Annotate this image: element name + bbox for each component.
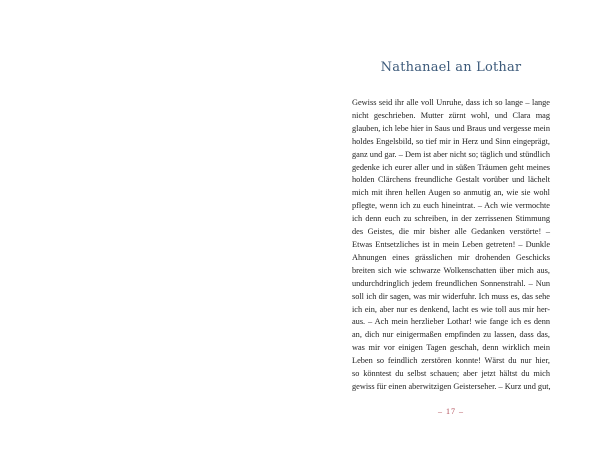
text-line: ich denn euch zu schreiben, in der zerrissenen Stimmung (352, 214, 550, 224)
text-line: Etwas Entsetzliches ist in mein Leben getreten! – Dunkle (352, 239, 550, 249)
text-line: undurchdringlich jedem freundlichen Sonnenstrahl. – Nun (352, 278, 550, 288)
chapter-title: Nathanael an Lothar (380, 60, 522, 75)
text-line: mich mit ihren hellen Augen so anmutig an, wie sie wohl (352, 188, 550, 198)
text-line: Leben so feindlich zerstören konnte! Wärst du nur hier, (352, 356, 550, 366)
text-line: an, dich nur einigermaßen empfinden zu lassen, dass das, (352, 330, 550, 340)
text-line: breiten sich wie schwarze Wolkenschatten über mich aus, (352, 265, 550, 275)
text-line: Ahnungen eines grässlichen mir drohenden Geschicks (352, 252, 550, 262)
body-text (352, 97, 550, 394)
text-line: aus. – Ach mein herzlieber Lothar! wie fange ich es denn (352, 317, 550, 327)
text-line: pflegte, wenn ich zu euch hineintrat. – Ach wie vermochte (352, 201, 550, 211)
text-line: holden Clärchens freundliche Gestalt vorüber und lächelt (352, 175, 550, 185)
text-line: glauben, ich lebe hier in Saus und Braus und vergesse mein (352, 123, 550, 133)
text-line: Gewiss seid ihr alle voll Unruhe, dass ich so lange – lange (352, 98, 550, 107)
page-number: – 17 – (438, 407, 464, 416)
text-line: holdes Engelsbild, so tief mir in Herz und Sinn eingeprägt, (352, 136, 550, 146)
text-line: ganz und gar. – Dem ist aber nicht so; täglich und stündlich (352, 149, 550, 159)
text-line: so könntest du selbst schauen; aber jetzt hältst du mich (352, 369, 550, 379)
text-line: des Geistes, die mir bisher alle Gedanken verstörte! – (352, 227, 550, 237)
text-line: nicht geschrieben. Mutter zürnt wohl, und Clara mag (352, 110, 550, 120)
text-line: gewiss für einen aberwitzigen Geisterseher. – Kurz und gut, (352, 381, 551, 391)
text-line: was mir vor einigen Tagen geschah, denn wirklich mein (352, 343, 550, 353)
right-page (300, 0, 600, 467)
text-line: gedenke ich eurer aller und in süßen Träumen geht meines (352, 162, 550, 172)
text-line: soll ich dir sagen, was mir widerfuhr. Ich muss es, das sehe (352, 291, 550, 301)
text-line: ich ein, aber nur es denkend, lacht es wie toll aus mir her- (352, 304, 550, 314)
